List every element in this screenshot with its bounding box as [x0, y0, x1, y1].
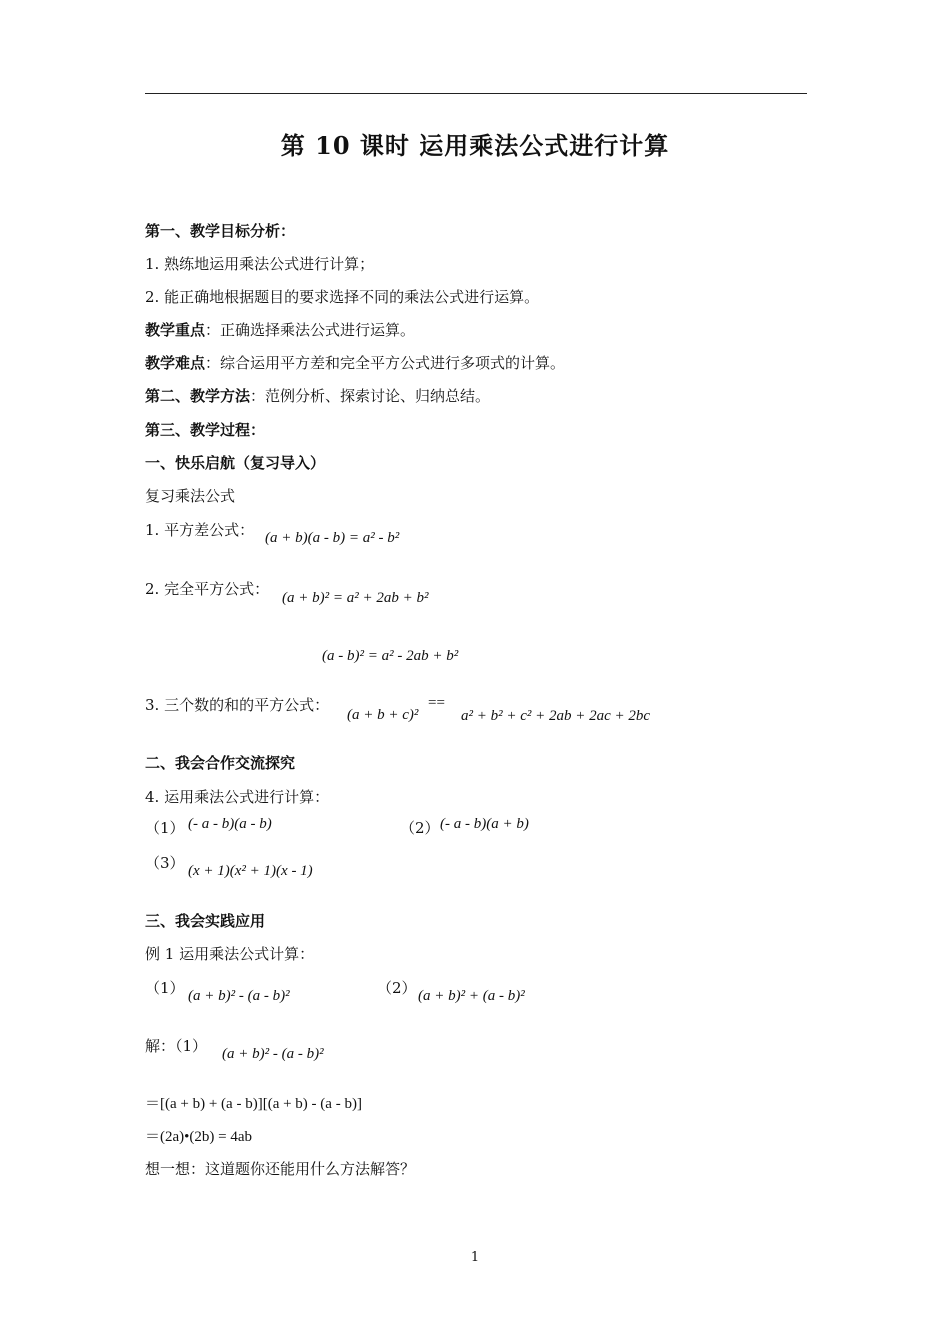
header-rule	[145, 93, 807, 94]
formula-2b-expression: (a - b)² = a² - 2ab + b²	[322, 648, 459, 664]
formula-3-lhs: (a + b + c)²	[347, 707, 419, 723]
goal-1: 1. 熟练地运用乘法公式进行计算；	[145, 255, 375, 273]
example-1: 例 1 运用乘法公式计算：	[145, 945, 315, 963]
difficult-point-label: 教学难点	[145, 354, 206, 372]
review-label: 复习乘法公式	[145, 487, 236, 505]
page-number: 1	[470, 1250, 480, 1265]
page-title: 第 10 课时 运用乘法公式进行计算	[280, 131, 670, 160]
goal-2: 2. 能正确地根据题目的要求选择不同的乘法公式进行运算。	[145, 288, 540, 306]
solution-label: 解：（1）	[145, 1037, 208, 1055]
formula-3-rhs: a² + b² + c² + 2ab + 2ac + 2bc	[461, 708, 651, 724]
section-2-label: 第二、教学方法	[145, 387, 251, 405]
q4-3-number: （3）	[145, 854, 185, 872]
section-1-heading: 第一、教学目标分析：	[145, 222, 296, 240]
ex1-1-number: （1）	[145, 979, 185, 997]
section-2	[145, 385, 490, 406]
solution-step-2: ＝(2a)•(2b) = 4ab	[145, 1129, 253, 1145]
q4-3-expression: (x + 1)(x² + 1)(x - 1)	[188, 863, 313, 879]
part-1-heading: 一、快乐启航（复习导入）	[145, 454, 326, 472]
ex1-1-expression: (a + b)² - (a - b)²	[188, 988, 290, 1004]
q4-1-number: （1）	[145, 819, 185, 837]
part-2-heading: 二、我会合作交流探究	[145, 754, 296, 772]
key-point-label: 教学重点	[145, 321, 206, 339]
difficult-point	[145, 352, 565, 373]
formula-2a-expression: (a + b)² = a² + 2ab + b²	[282, 590, 429, 606]
key-point	[145, 319, 415, 340]
formula-3-equals: ==	[428, 695, 445, 711]
difficult-point-text: ：综合运用平方差和完全平方公式进行多项式的计算。	[205, 354, 566, 372]
part-3-heading: 三、我会实践应用	[145, 912, 266, 930]
q4-1-expression: (- a - b)(a - b)	[188, 816, 272, 832]
think-prompt: 想一想：这道题你还能用什么方法解答？	[145, 1160, 416, 1178]
formula-1-label: 1. 平方差公式：	[145, 521, 255, 539]
solution-expression: (a + b)² - (a - b)²	[222, 1046, 324, 1062]
q4-2-number: （2）	[400, 819, 440, 837]
formula-3-label: 3. 三个数的和的平方公式：	[145, 696, 330, 714]
ex1-2-number: （2）	[377, 979, 417, 997]
q4-2-expression: (- a - b)(a + b)	[440, 816, 529, 832]
section-3-heading: 第三、教学过程：	[145, 421, 266, 439]
key-point-text: ：正确选择乘法公式进行运算。	[205, 321, 416, 339]
solution-step-1: ＝[(a + b) + (a - b)][(a + b) - (a - b)]	[145, 1096, 362, 1112]
question-4: 4. 运用乘法公式进行计算：	[145, 788, 330, 806]
ex1-2-expression: (a + b)² + (a - b)²	[418, 988, 525, 1004]
formula-1-expression: (a + b)(a - b) = a² - b²	[265, 530, 400, 546]
formula-2-label: 2. 完全平方公式：	[145, 580, 270, 598]
section-2-text: ：范例分析、探索讨论、归纳总结。	[250, 387, 491, 405]
